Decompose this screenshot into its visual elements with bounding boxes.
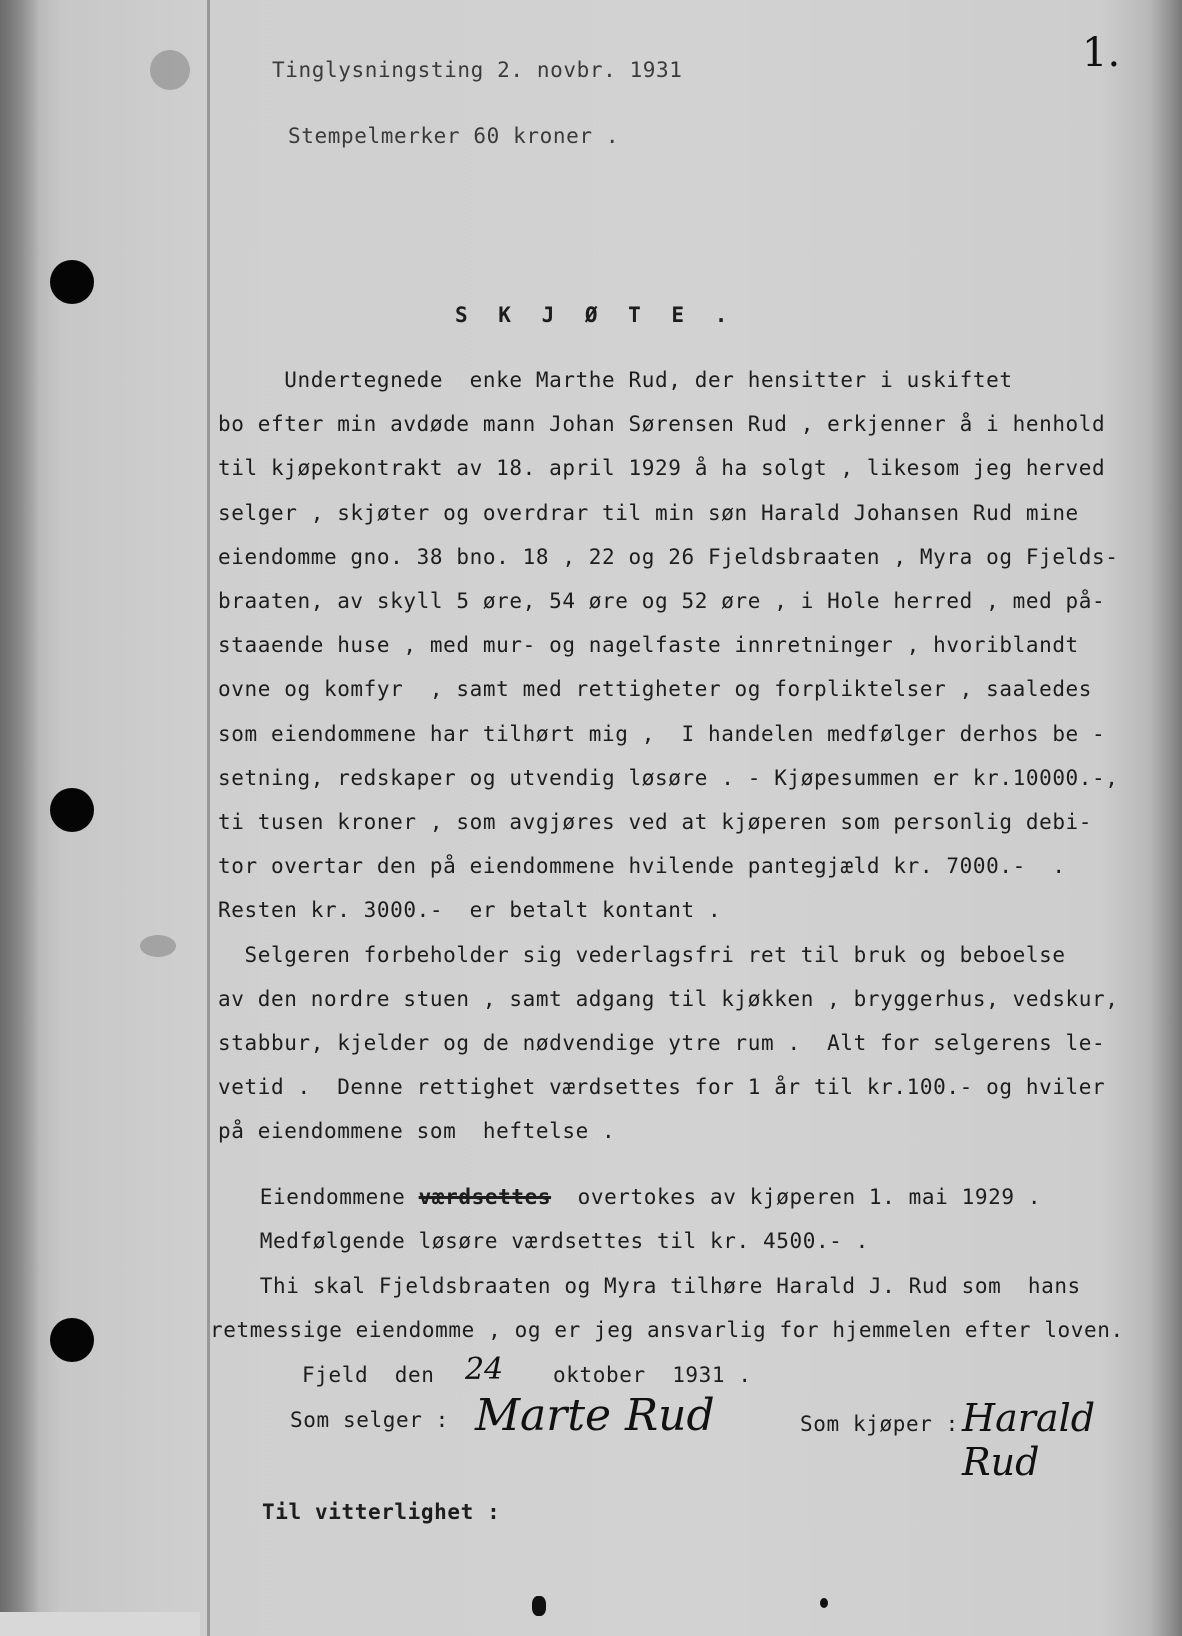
body-line: braaten, av skyll 5 øre, 54 øre og 52 øre , i Hole herred , med på- — [218, 589, 1106, 613]
ink-mark — [820, 1598, 828, 1608]
buyer-label: Som kjøper : — [800, 1412, 959, 1436]
film-edge — [0, 1612, 200, 1636]
body-line: stabbur, kjelder og de nødvendige ytre rum . Alt for selgerens le- — [218, 1031, 1106, 1055]
possession-prefix: Eiendommene — [220, 1185, 419, 1209]
body-line: staaende huse , med mur- og nagelfaste innretninger , hvoriblandt — [218, 633, 1079, 657]
place-date-prefix: Fjeld den — [302, 1363, 435, 1387]
struck-word: værdsettes — [418, 1185, 552, 1209]
body-line: selger , skjøter og overdrar til min søn Harald Johansen Rud mine — [218, 501, 1079, 525]
possession-clause — [220, 1187, 1041, 1208]
body-line: Resten kr. 3000.- er betalt kontant . — [218, 898, 722, 922]
possession-rest: overtokes av kjøperen 1. mai 1929 . — [551, 1185, 1042, 1209]
body-line: som eiendommene har tilhørt mig , I handelen medfølger derhos be - — [218, 722, 1106, 746]
punch-hole-bottom — [50, 1318, 94, 1362]
stamp-note: Stempelmerker 60 kroner . — [288, 124, 620, 148]
ink-smudge — [140, 935, 176, 957]
body-line: Selgeren forbeholder sig vederlagsfri ret til bruk og beboelse — [218, 943, 1066, 967]
witness-label: Til vitterlighet : — [262, 1500, 501, 1524]
place-date-rest: oktober 1931 . — [553, 1363, 752, 1387]
chattels-clause: Medfølgende løsøre værdsettes til kr. 4500.- . — [220, 1229, 869, 1253]
punch-hole-top — [50, 260, 94, 304]
body-line: tor overtar den på eiendommene hvilende pantegjæld kr. 7000.- . — [218, 854, 1066, 878]
page-edge-shadow — [0, 0, 40, 1636]
punch-hole-middle — [50, 788, 94, 832]
margin-rule — [207, 0, 210, 1636]
body-line: setning, redskaper og utvendig løsøre . - Kjøpesummen er kr.10000.-, — [218, 766, 1119, 790]
seller-label: Som selger : — [290, 1408, 449, 1432]
body-line: ti tusen kroner , som avgjøres ved at kjøperen som personlig debi- — [218, 810, 1093, 834]
body-line: ovne og komfyr , samt med rettigheter og forpliktelser , saaledes — [218, 677, 1093, 701]
body-line: Undertegnede enke Marthe Rud, der hensitter i uskiftet — [218, 368, 1013, 392]
closing-line-2: retmessige eiendomme , og er jeg ansvarlig for hjemmelen efter loven. — [210, 1318, 1124, 1342]
body-line: bo efter min avdøde mann Johan Sørensen Rud , erkjenner å i henhold — [218, 412, 1106, 436]
document-title: S K J Ø T E . — [455, 303, 737, 327]
ink-smudge — [150, 50, 190, 90]
handwritten-day: 24 — [465, 1352, 504, 1387]
buyer-signature: Harald Rud — [962, 1396, 1096, 1484]
court-heading: Tinglysningsting 2. novbr. 1931 — [272, 58, 683, 82]
page-number: 1. — [1082, 30, 1121, 76]
body-line: vetid . Denne rettighet værdsettes for 1 år til kr.100.- og hviler — [218, 1075, 1106, 1099]
body-line: på eiendommene som heftelse . — [218, 1119, 616, 1143]
closing-line-1: Thi skal Fjeldsbraaten og Myra tilhøre Harald J. Rud som hans — [220, 1274, 1081, 1298]
body-line: til kjøpekontrakt av 18. april 1929 å ha solgt , likesom jeg herved — [218, 456, 1106, 480]
body-line: eiendomme gno. 38 bno. 18 , 22 og 26 Fjeldsbraaten , Myra og Fjelds- — [218, 545, 1119, 569]
body-line: av den nordre stuen , samt adgang til kjøkken , bryggerhus, vedskur, — [218, 987, 1119, 1011]
seller-signature: Marte Rud — [475, 1390, 715, 1441]
ink-mark — [532, 1596, 546, 1616]
